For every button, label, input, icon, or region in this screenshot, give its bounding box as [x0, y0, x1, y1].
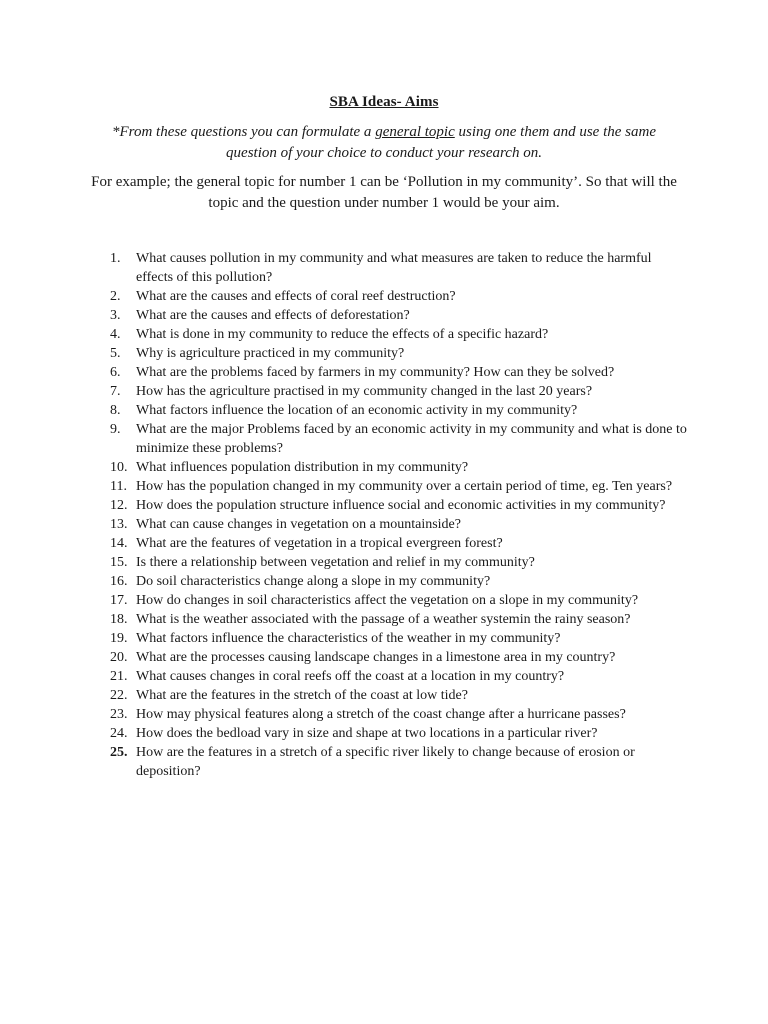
question-number: 11.	[110, 479, 127, 494]
question-item	[100, 363, 690, 382]
question-number: 22.	[110, 688, 128, 703]
question-item	[100, 458, 690, 477]
question-item	[100, 648, 690, 667]
note-text-before: *From these questions you can formulate a	[112, 124, 376, 140]
question-item	[100, 686, 690, 705]
question-text: What are the causes and effects of deforestation?	[136, 308, 410, 323]
document-title: SBA Ideas- Aims	[329, 94, 439, 110]
question-text: What are the features of vegetation in a tropical evergreen forest?	[136, 536, 503, 551]
question-item	[100, 401, 690, 420]
question-item	[100, 724, 690, 743]
question-text: How do changes in soil characteristics affect the vegetation on a slope in my community?	[136, 593, 639, 608]
question-item	[100, 249, 690, 287]
question-number: 2.	[110, 289, 121, 304]
question-text: What are the problems faced by farmers in my community? How can they be solved?	[136, 365, 615, 380]
question-item	[100, 629, 690, 648]
question-item	[100, 477, 690, 496]
question-text: How has the population changed in my community over a certain period of time, eg. Ten years?	[136, 479, 673, 494]
question-item	[100, 420, 690, 458]
question-item	[100, 610, 690, 629]
question-item	[100, 572, 690, 591]
question-text: What are the causes and effects of coral reef destruction?	[136, 289, 456, 304]
question-item	[100, 325, 690, 344]
question-item	[100, 534, 690, 553]
question-number: 10.	[110, 460, 128, 475]
question-text: What are the major Problems faced by an economic activity in my community and what is done to minimize these problems?	[136, 422, 687, 456]
question-number: 21.	[110, 669, 128, 684]
note-text-after: using one them and use the same question of your choice to conduct your research on.	[226, 124, 656, 161]
question-item	[100, 515, 690, 534]
question-item	[100, 496, 690, 515]
question-text: Is there a relationship between vegetation and relief in my community?	[136, 555, 535, 570]
question-item	[100, 667, 690, 686]
question-text: What causes changes in coral reefs off the coast at a location in my country?	[136, 669, 565, 684]
question-number: 8.	[110, 403, 121, 418]
question-number: 14.	[110, 536, 128, 551]
question-number: 23.	[110, 707, 128, 722]
question-number: 19.	[110, 631, 128, 646]
question-number: 24.	[110, 726, 128, 741]
question-list	[100, 249, 690, 781]
question-text: What is the weather associated with the passage of a weather systemin the rainy season?	[136, 612, 631, 627]
question-number: 25.	[110, 745, 128, 760]
question-number: 20.	[110, 650, 128, 665]
example-paragraph: For example; the general topic for number 1 can be ‘Pollution in my community’. So that will the topic and the question under number 1 would be your aim.	[91, 174, 677, 211]
question-number: 18.	[110, 612, 128, 627]
question-text: What is done in my community to reduce the effects of a specific hazard?	[136, 327, 549, 342]
question-text: How does the bedload vary in size and shape at two locations in a particular river?	[136, 726, 598, 741]
question-number: 4.	[110, 327, 121, 342]
question-item	[100, 382, 690, 401]
question-text: What are the features in the stretch of the coast at low tide?	[136, 688, 468, 703]
question-number: 15.	[110, 555, 128, 570]
question-number: 7.	[110, 384, 121, 399]
question-item	[100, 553, 690, 572]
question-text: Do soil characteristics change along a slope in my community?	[136, 574, 491, 589]
question-number: 6.	[110, 365, 121, 380]
question-text: How does the population structure influence social and economic activities in my community?	[136, 498, 666, 513]
question-text: What factors influence the characteristics of the weather in my community?	[136, 631, 561, 646]
question-item	[100, 705, 690, 724]
question-number: 5.	[110, 346, 121, 361]
question-item	[100, 591, 690, 610]
question-text: What causes pollution in my community and what measures are taken to reduce the harmful effects of this pollution?	[136, 251, 652, 285]
question-item	[100, 344, 690, 363]
question-text: Why is agriculture practiced in my community?	[136, 346, 405, 361]
question-number: 16.	[110, 574, 128, 589]
question-number: 9.	[110, 422, 121, 437]
question-item	[100, 743, 690, 781]
question-number: 1.	[110, 251, 121, 266]
question-text: What influences population distribution in my community?	[136, 460, 469, 475]
question-number: 13.	[110, 517, 128, 532]
question-item	[100, 306, 690, 325]
question-text: How has the agriculture practised in my community changed in the last 20 years?	[136, 384, 593, 399]
question-item	[100, 287, 690, 306]
question-text: What are the processes causing landscape changes in a limestone area in my country?	[136, 650, 616, 665]
question-text: How may physical features along a stretch of the coast change after a hurricane passes?	[136, 707, 626, 722]
instruction-note	[100, 122, 668, 164]
question-number: 12.	[110, 498, 128, 513]
question-number: 3.	[110, 308, 121, 323]
question-number: 17.	[110, 593, 128, 608]
note-underlined-term: general topic	[375, 124, 455, 140]
question-text: How are the features in a stretch of a specific river likely to change because of erosion or deposition?	[136, 745, 635, 779]
question-text: What factors influence the location of an economic activity in my community?	[136, 403, 578, 418]
question-text: What can cause changes in vegetation on a mountainside?	[136, 517, 461, 532]
